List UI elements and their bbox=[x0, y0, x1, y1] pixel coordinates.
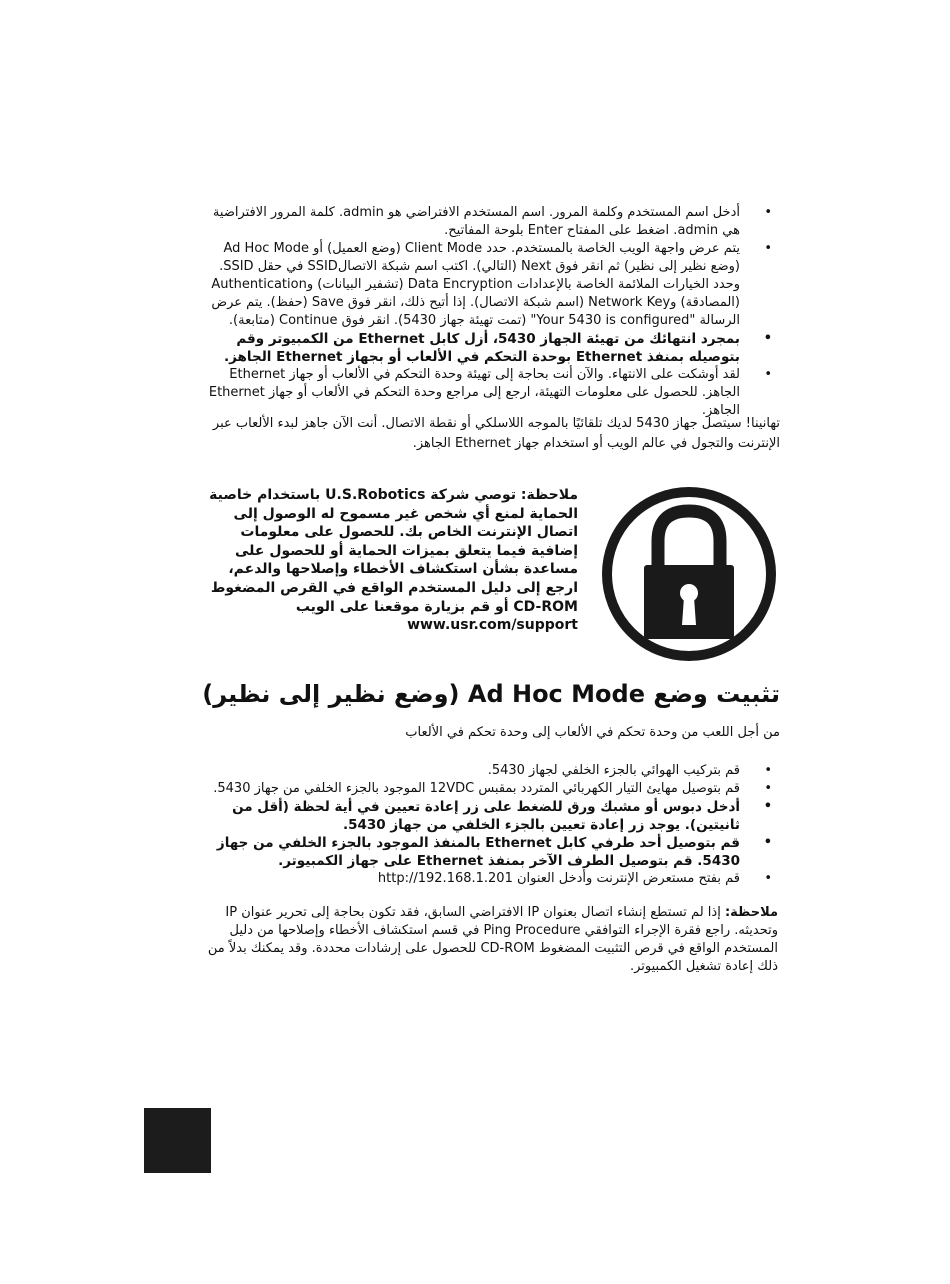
list-item: • يتم عرض واجهة الويب الخاصة بالمستخدم. حدد Client Mode (وضع العميل) أو Ad Hoc Mode (وضع نظير إلى نظير) ثم انقر فوق Next (التالي). اكتب اسم شبكة الاتصالSSID في حقل SSID. وحدد الخيارات الملائمة الخاصة بالإعدادات Data Encryption (تشفير البيانات) وAuthentication (المصادقة) وNetwork Key (اسم شبكة الاتصال). إذا أتيح ذلك، انقر فوق Save (حفظ). يتم عرض الرسالة "Your 5430 is configured" (تمت تهيئة جهاز 5430). انقر فوق Continue (متابعة). bbox=[200, 240, 780, 330]
security-note-text: ملاحظة: توصي شركة U.S.Robotics باستخدام خاصية الحماية لمنع أي شخص غير مسموح له الوصول إلى اتصال الإنترنت الخاص بك. للحصول على معلومات إضافية فيما يتعلق بميزات الحماية أو للحصول على مساعدة بشأن استكشاف الأخطاء وإصلاحها والدعم، ارجع إلى دليل المستخدم الواقع في القرص المضغوط CD-ROM أو قم بزيارة موقعنا على الويب bbox=[209, 487, 578, 615]
padlock-icon bbox=[600, 485, 778, 663]
configuration-steps-list bbox=[200, 204, 780, 420]
list-item: • قم بفتح مستعرض الإنترنت وأدخل العنوان http://192.168.1.201 bbox=[200, 870, 780, 888]
list-item: • لقد أوشكت على الانتهاء. والآن أنت بحاجة إلى تهيئة وحدة التحكم في الألعاب أو جهاز Ethernet الجاهز. للحصول على معلومات التهيئة، ارجع إلى مراجع وحدة التحكم في الألعاب أو جهاز Ethernet الجاهز. bbox=[200, 366, 780, 420]
list-item: • قم بتوصيل مهايئ التيار الكهربائي المتردد بمقبس 12VDC الموجود بالجزء الخلفي من جهاز 5430. bbox=[200, 780, 780, 798]
install-subtitle: من أجل اللعب من وحدة تحكم في الألعاب إلى وحدة تحكم في الألعاب bbox=[405, 725, 780, 740]
note-text: إذا لم تستطع إنشاء اتصال بعنوان IP الافتراضي السابق، فقد تكون بحاجة إلى تحرير عنوان IP وتحديثه. راجع فقرة الإجراء التوافقي Ping Procedure في قسم استكشاف الأخطاء وإصلاحها من دليل المستخدم الواقع في قرص التثبيت المضغوط CD-ROM للحصول على إرشادات محددة. وقد يمكنك بدلاً من ذلك إعادة تشغيل الكمبيوتر. bbox=[207, 905, 778, 974]
list-item: • قم بتركيب الهوائي بالجزء الخلفي لجهاز 5430. bbox=[200, 762, 780, 780]
congratulations-paragraph: تهانينا! سيتصل جهاز 5430 لديك تلقائيًا بالموجه اللاسلكي أو نقطة الاتصال. أنت الآن جاهز لبدء الألعاب عبر الإنترنت والتجول في عالم الويب أو استخدام جهاز Ethernet الجاهز. bbox=[212, 416, 780, 451]
note-label: ملاحظة: bbox=[724, 905, 778, 920]
install-heading: تثبيت وضع Ad Hoc Mode (وضع نظير إلى نظير) bbox=[202, 680, 780, 708]
list-item: • بمجرد انتهائك من تهيئة الجهاز 5430، أزل كابل Ethernet من الكمبيوتر وقم بتوصيله بمنفذ Ethernet بوحدة التحكم في الألعاب أو بجهاز Ethernet الجاهز. bbox=[200, 330, 780, 366]
list-item: • أدخل اسم المستخدم وكلمة المرور. اسم المستخدم الافتراضي هو admin. كلمة المرور الافتراضية هي admin. اضغط على المفتاح Enter بلوحة المفاتيح. bbox=[200, 204, 780, 240]
list-item: • قم بتوصيل أحد طرفي كابل Ethernet بالمنفذ الموجود بالجزء الخلفي من جهاز 5430. قم بتوصيل الطرف الآخر بمنفذ Ethernet على جهاز الكمبيوتر. bbox=[200, 834, 780, 870]
install-steps-list bbox=[200, 762, 780, 888]
security-note bbox=[200, 486, 578, 635]
page-marker-block bbox=[144, 1108, 211, 1173]
list-item: • أدخل دبوس أو مشبك ورق للضغط على زر إعادة تعيين في أية لحظة (أقل من ثانيتين). يوجد زر إعادة تعيين بالجزء الخلفي من جهاز 5430. bbox=[200, 798, 780, 834]
support-url: www.usr.com/support bbox=[407, 617, 578, 634]
ping-procedure-note bbox=[200, 904, 778, 976]
